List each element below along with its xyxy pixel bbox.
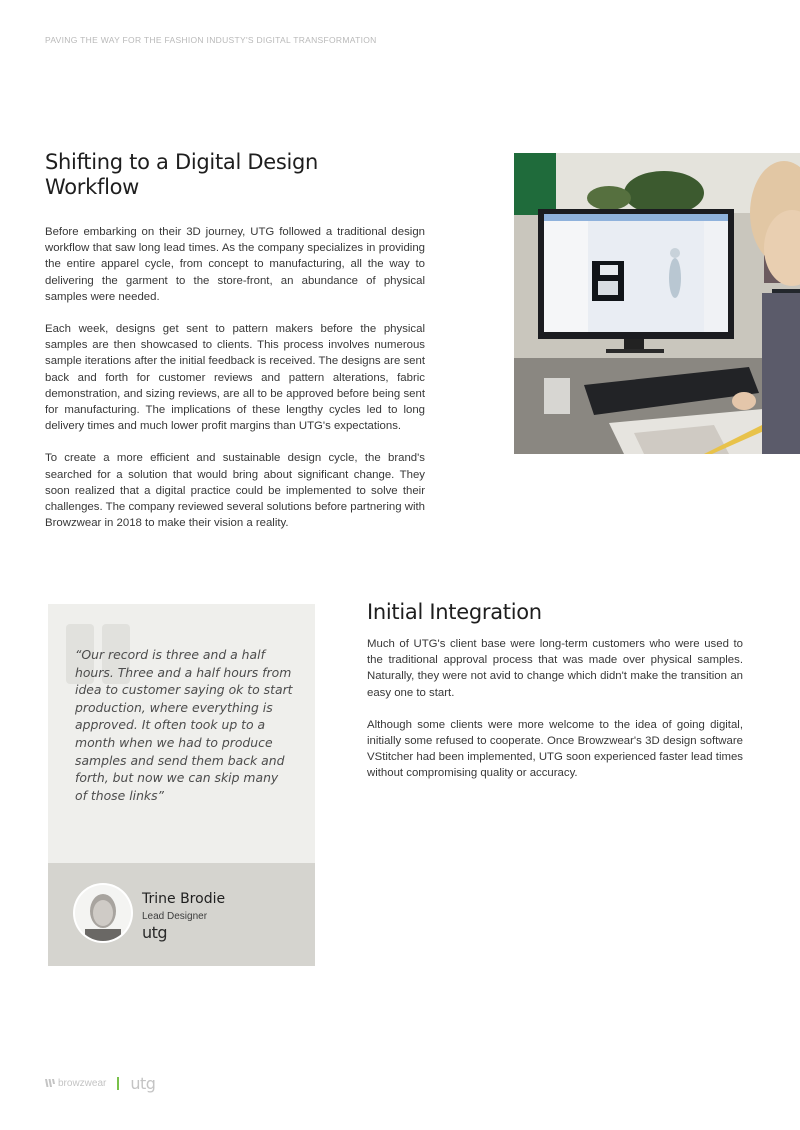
utg-logo: utg (130, 1073, 156, 1093)
author-company-logo: utg (142, 923, 168, 942)
paragraph: Much of UTG's client base were long-term customers who were used to the traditional approval process that was made over physical samples. Naturally, they were not avid to change which didn't make the transition an easy one to start. (367, 638, 743, 699)
paragraph: Although some clients were more welcome to the idea of going digital, initially some refused to cooperate. Once Browzwear's 3D design software VStitcher had been implemented, UTG soon experienced faster lead times without compromising quality or accuracy. (367, 718, 743, 780)
section-body-digital-workflow (45, 224, 425, 547)
page-footer (45, 1073, 155, 1093)
browzwear-wordmark: browzwear (58, 1077, 107, 1089)
browzwear-mark-icon (45, 1079, 55, 1087)
paragraph: Before embarking on their 3D journey, UTG followed a traditional design workflow that saw long lead times. As the company specializes in providing the entire apparel cycle, from concept to manufacturing, all the way to delivering the garment to the store-front, an abundance of physical samples were needed. (45, 226, 425, 303)
section-title-digital-workflow: Shifting to a Digital Design Workflow (45, 150, 319, 199)
footer-divider (117, 1077, 119, 1090)
avatar (75, 885, 131, 941)
author-name: Trine Brodie (142, 891, 226, 907)
testimonial-author (48, 863, 315, 966)
testimonial-quote: “Our record is three and a half hours. Three and a half hours from idea to customer saying ok to start production, where everything is approved. It often took up to a month when we had to produce samples and send them back and forth, but now we can skip many of those links” (75, 647, 293, 803)
paragraph: To create a more efficient and sustainable design cycle, the brand's searched for a solution that would bring about significant change. They soon realized that a digital practice could be implemented to solve their challenges. The company reviewed several solutions before partnering with Browzwear in 2018 to make their vision a reality. (45, 452, 425, 530)
paragraph: Each week, designs get sent to pattern makers before the physical samples are then showcased to clients. This process involves numerous sample iterations after the initial feedback is received. The designs are sent back and forth for customer reviews and pattern alterations, fabric demonstration, and sizing reviews, are all to be approved before being sent for manufacturing. The implications of these lengthy cycles led to long delivery times and much lower profit margins than UTG's expectations. (45, 323, 425, 433)
testimonial-card (48, 604, 315, 966)
page-header-tagline: PAVING THE WAY FOR THE FASHION INDUSTY'S DIGITAL TRANSFORMATION (45, 35, 377, 45)
section-title-initial-integration: Initial Integration (367, 600, 542, 624)
designer-workstation-photo (514, 153, 800, 454)
browzwear-logo (45, 1078, 106, 1089)
section-body-initial-integration (367, 636, 743, 798)
author-role: Lead Designer (142, 911, 208, 922)
